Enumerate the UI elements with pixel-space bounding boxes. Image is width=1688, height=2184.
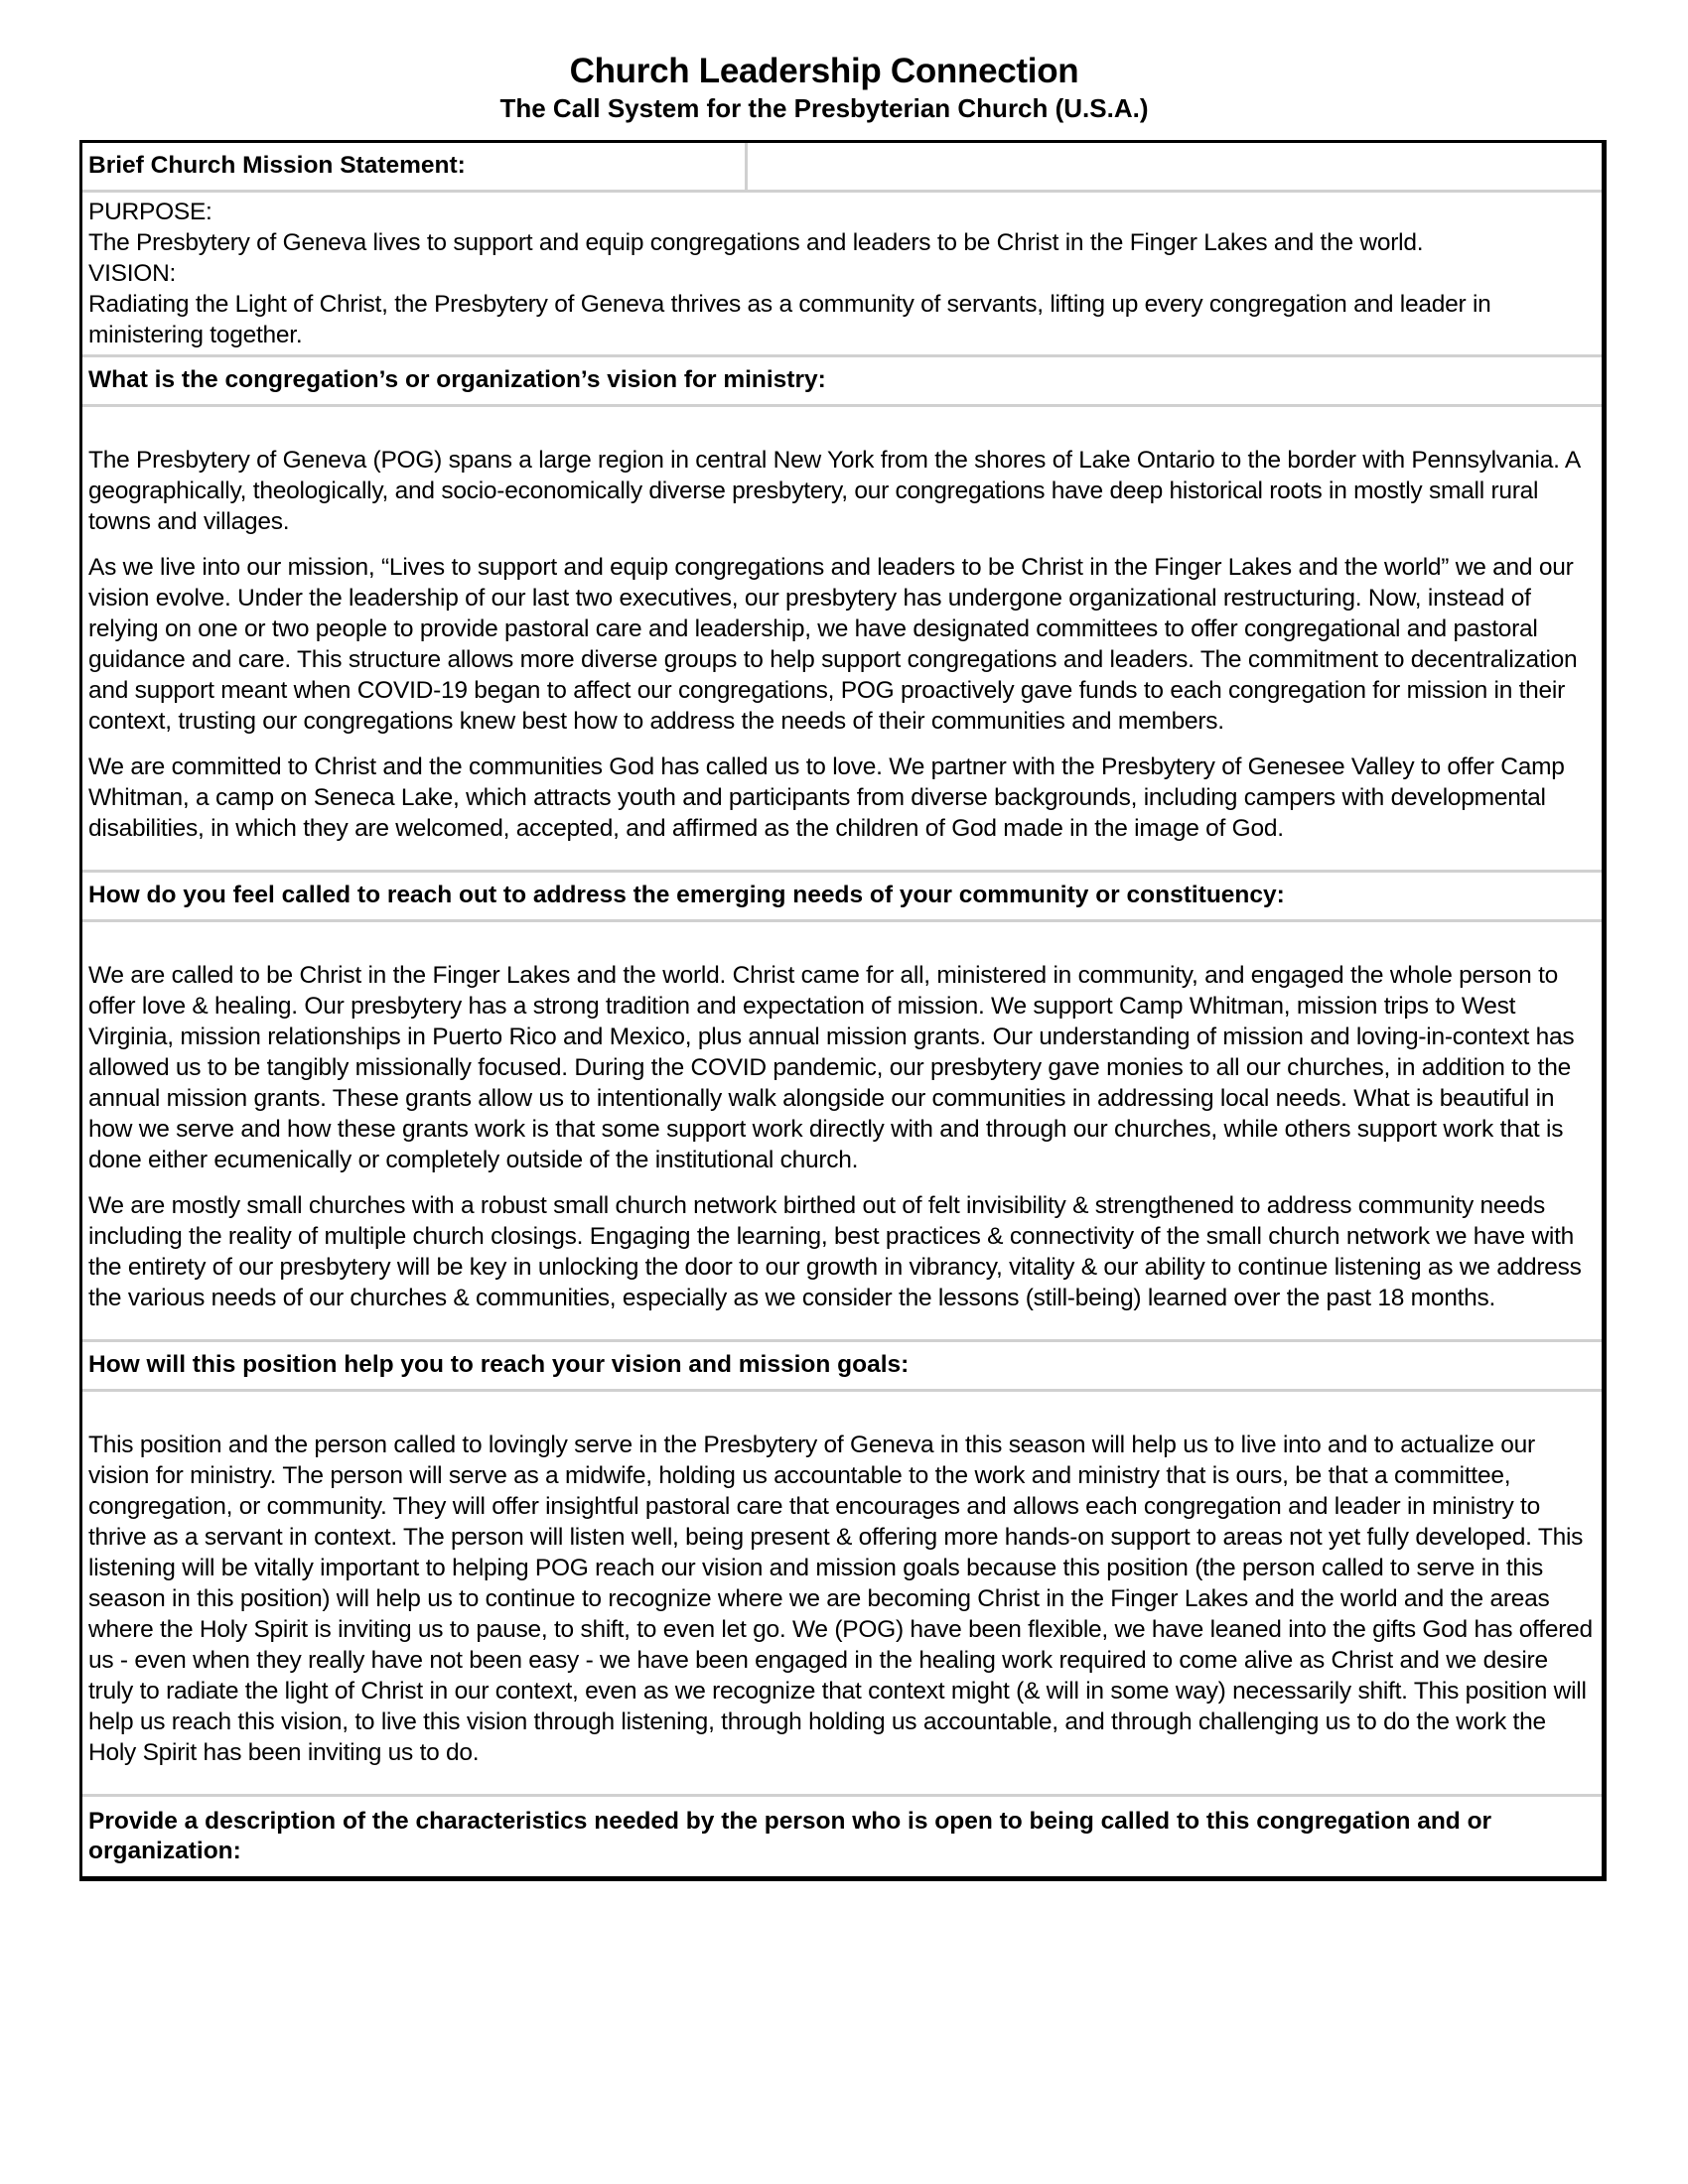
vision-paragraph: As we live into our mission, “Lives to support and equip congregations and leaders to be Christ in the Finger Lakes and the world” we and our vision evolve. Under the leadership of our last two executives, our presbytery has undergone organizational restructuring. Now, instead of relying on one or two people to provide pastoral care and leadership, we have designated committees to offer congregational and pastoral guidance and care. This structure allows more diverse groups to help support congregations and leaders. The commitment to decentralization and support meant when COVID-19 began to affect our congregations, POG proactively gave funds to each congregation for mission in their context, trusting our congregations knew best how to address the needs of their communities and members.: [88, 554, 1578, 735]
mission-right-cell: [748, 143, 1602, 190]
mission-answer: [82, 193, 1602, 357]
vision-paragraph: We are committed to Christ and the communities God has called us to love. We partner with the Presbytery of Genesee Valley to offer Camp Whitman, a camp on Seneca Lake, which attracts youth and participants from diverse backgrounds, including campers with developmental disabilities, in which they are welcomed, accepted, and affirmed as the children of God made in the image of God.: [88, 753, 1565, 842]
document-title: Church Leadership Connection: [569, 52, 1079, 90]
characteristics-question-row: [82, 1797, 1602, 1876]
outreach-paragraph: We are mostly small churches with a robust small church network birthed out of felt invisibility & strengthened to address community needs including the reality of multiple church closings. Engaging the learning, best practices & connectivity of the small church network we have with the entirety of our presbytery will be key in unlocking the door to our growth in vibrancy, vitality & our ability to continue listening as we address the various needs of our churches & communities, especially as we consider the lessons (still-being) learned over the past 18 months.: [88, 1192, 1582, 1311]
position-question-label: How will this position help you to reach your vision and mission goals:: [88, 1351, 910, 1378]
mission-label-row: [82, 143, 1602, 193]
outreach-paragraph: We are called to be Christ in the Finger Lakes and the world. Christ came for all, ministered in community, and engaged the whole person to offer love & healing. Our presbytery has a strong tradition and expectation of mission. We support Camp Whitman, mission trips to West Virginia, mission relationships in Puerto Rico and Mexico, plus annual mission grants. Our understanding of mission and loving-in-context has allowed us to be tangibly missionally focused. During the COVID pandemic, our presbytery gave monies to all our churches, in addition to the annual mission grants. These grants allow us to intentionally walk alongside our communities in addressing local needs. What is beautiful in how we serve and how these grants work is that some support work directly with and through our churches, while others support work that is done either ecumenically or completely outside of the institutional church.: [88, 962, 1575, 1173]
outreach-question-row: [82, 873, 1602, 922]
position-question-row: [82, 1342, 1602, 1392]
vision-question-row: [82, 357, 1602, 407]
vision-paragraph: The Presbytery of Geneva (POG) spans a large region in central New York from the shores of Lake Ontario to the border with Pennsylvania. A geographically, theologically, and socio-economically diverse presbytery, our congregations have deep historical roots in mostly small rural towns and villages.: [88, 447, 1580, 535]
outreach-question-label: How do you feel called to reach out to address the emerging needs of your community or constituency:: [88, 882, 1285, 908]
vision-text: Radiating the Light of Christ, the Presbytery of Geneva thrives as a community of servants, lifting up every congregation and leader in ministering together.: [88, 291, 1491, 348]
purpose-heading: PURPOSE:: [88, 199, 212, 225]
mission-label: Brief Church Mission Statement:: [82, 143, 748, 190]
vision-question-label: What is the congregation’s or organization’s vision for ministry:: [88, 366, 826, 393]
purpose-text: The Presbytery of Geneva lives to support and equip congregations and leaders to be Christ in the Finger Lakes and the world.: [88, 229, 1424, 256]
document-subtitle: The Call System for the Presbyterian Church (U.S.A.): [499, 93, 1149, 123]
position-paragraph: This position and the person called to lovingly serve in the Presbytery of Geneva in this season will help us to live into and to actualize our vision for ministry. The person will serve as a midwife, holding us accountable to the work and ministry that is ours, be that a committee, congregation, or community. They will offer insightful pastoral care that encourages and allows each congregation and leader in ministry to thrive as a servant in context. The person will listen well, being present & offering more hands-on support to areas not yet fully developed. This listening will be vitally important to helping POG reach our vision and mission goals because this position (the person called to serve in this season in this position) will help us to continue to recognize where we are becoming Christ in the Finger Lakes and the world and the areas where the Holy Spirit is inviting us to pause, to shift, to even let go. We (POG) have been flexible, we have leaned into the gifts God has offered us - even when they really have not been easy - we have been engaged in the healing work required to come alive as Christ and we desire truly to radiate the light of Christ in our context, even as we recognize that context might (& will in some way) necessarily shift. This position will help us reach this vision, to live this vision through listening, through holding us accountable, and through challenging us to do the work the Holy Spirit has been inviting us to do.: [88, 1432, 1593, 1766]
characteristics-question-label: Provide a description of the characteristics needed by the person who is open to being called to this congregation and or organization:: [88, 1808, 1492, 1864]
form-table: [79, 140, 1607, 1881]
outreach-answer: [82, 922, 1602, 1342]
document-header: [0, 52, 1648, 123]
position-answer: [82, 1392, 1602, 1797]
vision-heading: VISION:: [88, 260, 177, 287]
vision-answer: [82, 407, 1602, 873]
